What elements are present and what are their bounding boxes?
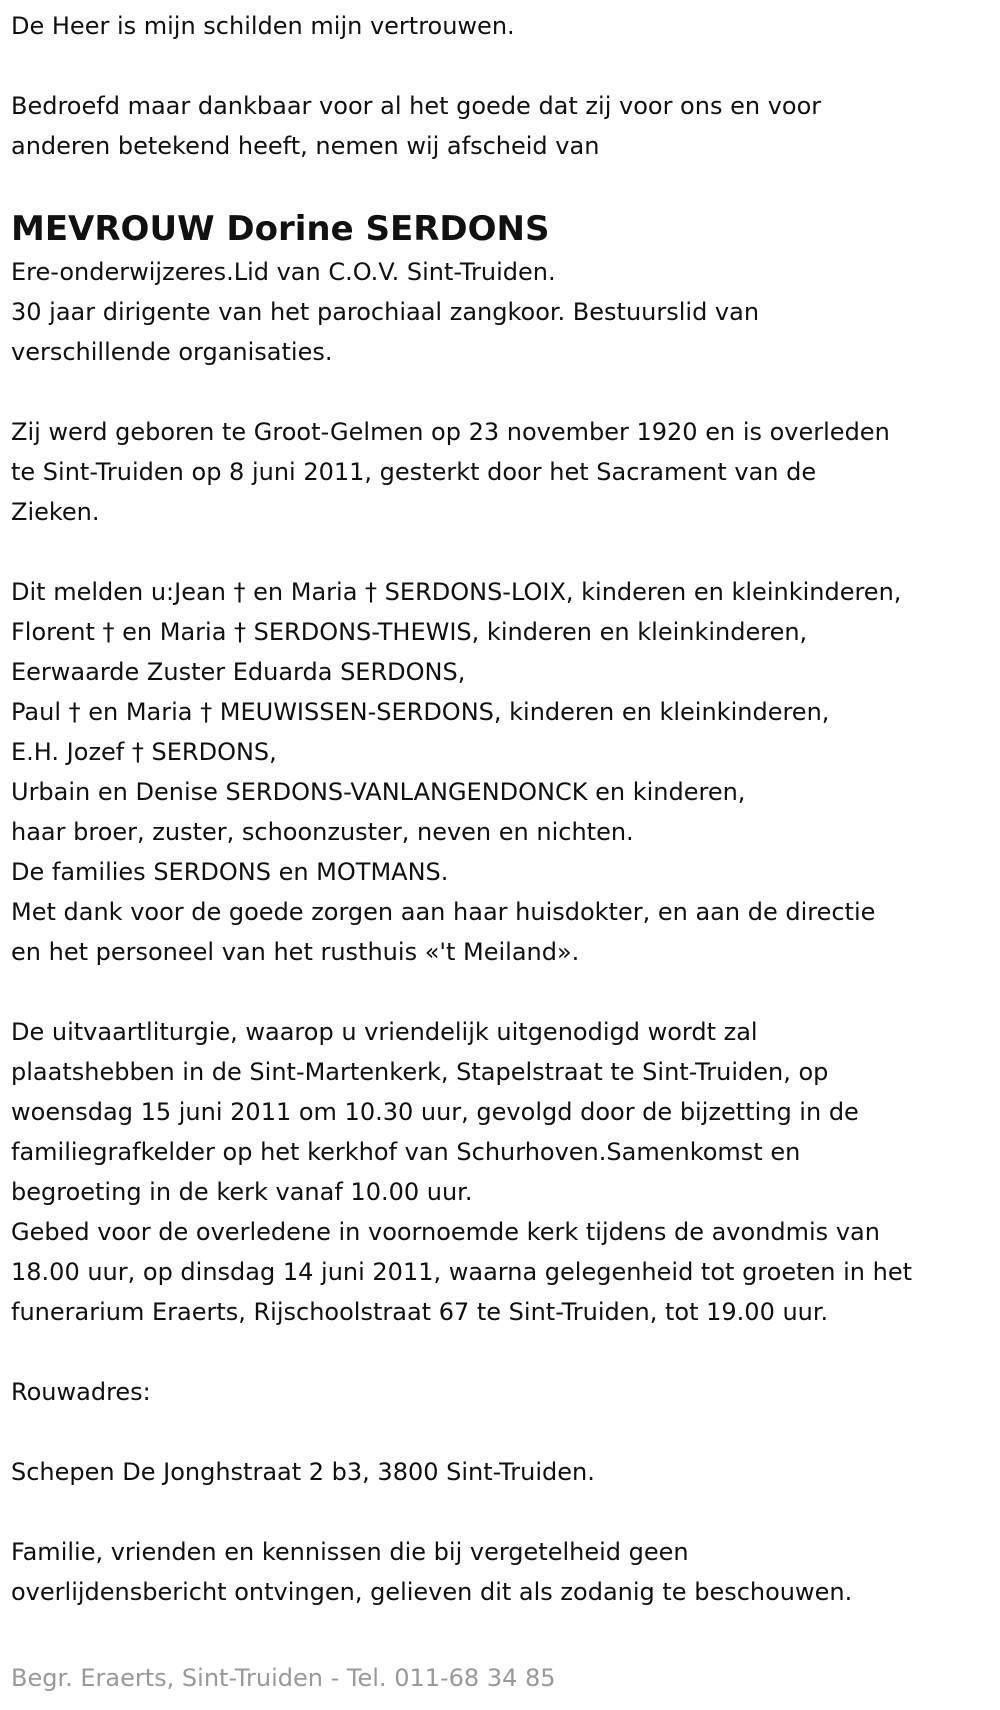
family-line-10: en het personeel van het rusthuis «'t Meiland».: [11, 938, 580, 966]
funeral-line-2: plaatshebben in de Sint-Martenkerk, Stapelstraat te Sint-Truiden, op: [11, 1058, 829, 1086]
spacer: [11, 1492, 1000, 1532]
intro-line-2: anderen betekend heeft, nemen wij afscheid van: [11, 132, 600, 160]
family-line-4: Paul † en Maria † MEUWISSEN-SERDONS, kinderen en kleinkinderen,: [11, 698, 830, 726]
family-line-5: E.H. Jozef † SERDONS,: [11, 738, 277, 766]
birth-death-line-1: Zij werd geboren te Groot-Gelmen op 23 november 1920 en is overleden: [11, 418, 890, 446]
spacer: [11, 532, 1000, 572]
family-line-8: De families SERDONS en MOTMANS.: [11, 858, 449, 886]
motto: De Heer is mijn schilden mijn vertrouwen.: [11, 12, 515, 40]
deceased-name: MEVROUW Dorine SERDONS: [11, 209, 550, 249]
description-line-3: verschillende organisaties.: [11, 338, 333, 366]
family-line-1: Dit melden u:Jean † en Maria † SERDONS-LOIX, kinderen en kleinkinderen,: [11, 578, 902, 606]
closing-line-1: Familie, vrienden en kennissen die bij vergetelheid geen: [11, 1538, 689, 1566]
birth-death-line-2: te Sint-Truiden op 8 juni 2011, gesterkt door het Sacrament van de: [11, 458, 817, 486]
address-label: Rouwadres:: [11, 1378, 151, 1406]
funeral-line-3: woensdag 15 juni 2011 om 10.30 uur, gevolgd door de bijzetting in de: [11, 1098, 859, 1126]
address: Schepen De Jonghstraat 2 b3, 3800 Sint-Truiden.: [11, 1458, 595, 1486]
spacer: [11, 166, 1000, 206]
family-line-2: Florent † en Maria † SERDONS-THEWIS, kinderen en kleinkinderen,: [11, 618, 808, 646]
family-line-7: haar broer, zuster, schoonzuster, neven en nichten.: [11, 818, 634, 846]
funeral-line-7: 18.00 uur, op dinsdag 14 juni 2011, waarna gelegenheid tot groeten in het: [11, 1258, 912, 1286]
description-line-2: 30 jaar dirigente van het parochiaal zangkoor. Bestuurslid van: [11, 298, 760, 326]
spacer: [11, 972, 1000, 1012]
funeral-line-8: funerarium Eraerts, Rijschoolstraat 67 te Sint-Truiden, tot 19.00 uur.: [11, 1298, 829, 1326]
funeral-line-4: familiegrafkelder op het kerkhof van Schurhoven.Samenkomst en: [11, 1138, 801, 1166]
funeral-line-1: De uitvaartliturgie, waarop u vriendelijk uitgenodigd wordt zal: [11, 1018, 758, 1046]
spacer: [11, 372, 1000, 412]
spacer: [11, 1412, 1000, 1452]
funeral-line-5: begroeting in de kerk vanaf 10.00 uur.: [11, 1178, 473, 1206]
family-line-9: Met dank voor de goede zorgen aan haar huisdokter, en aan de directie: [11, 898, 876, 926]
spacer: [11, 1332, 1000, 1372]
closing-line-2: overlijdensbericht ontvingen, gelieven dit als zodanig te beschouwen.: [11, 1578, 853, 1606]
spacer: [11, 46, 1000, 86]
family-line-6: Urbain en Denise SERDONS-VANLANGENDONCK en kinderen,: [11, 778, 746, 806]
funeral-home-footer: Begr. Eraerts, Sint-Truiden - Tel. 011-68 34 85: [11, 1664, 556, 1692]
family-line-3: Eerwaarde Zuster Eduarda SERDONS,: [11, 658, 466, 686]
funeral-line-6: Gebed voor de overledene in voornoemde kerk tijdens de avondmis van: [11, 1218, 880, 1246]
intro-line-1: Bedroefd maar dankbaar voor al het goede dat zij voor ons en voor: [11, 92, 822, 120]
description-line-1: Ere-onderwijzeres.Lid van C.O.V. Sint-Truiden.: [11, 258, 556, 286]
birth-death-line-3: Zieken.: [11, 498, 100, 526]
